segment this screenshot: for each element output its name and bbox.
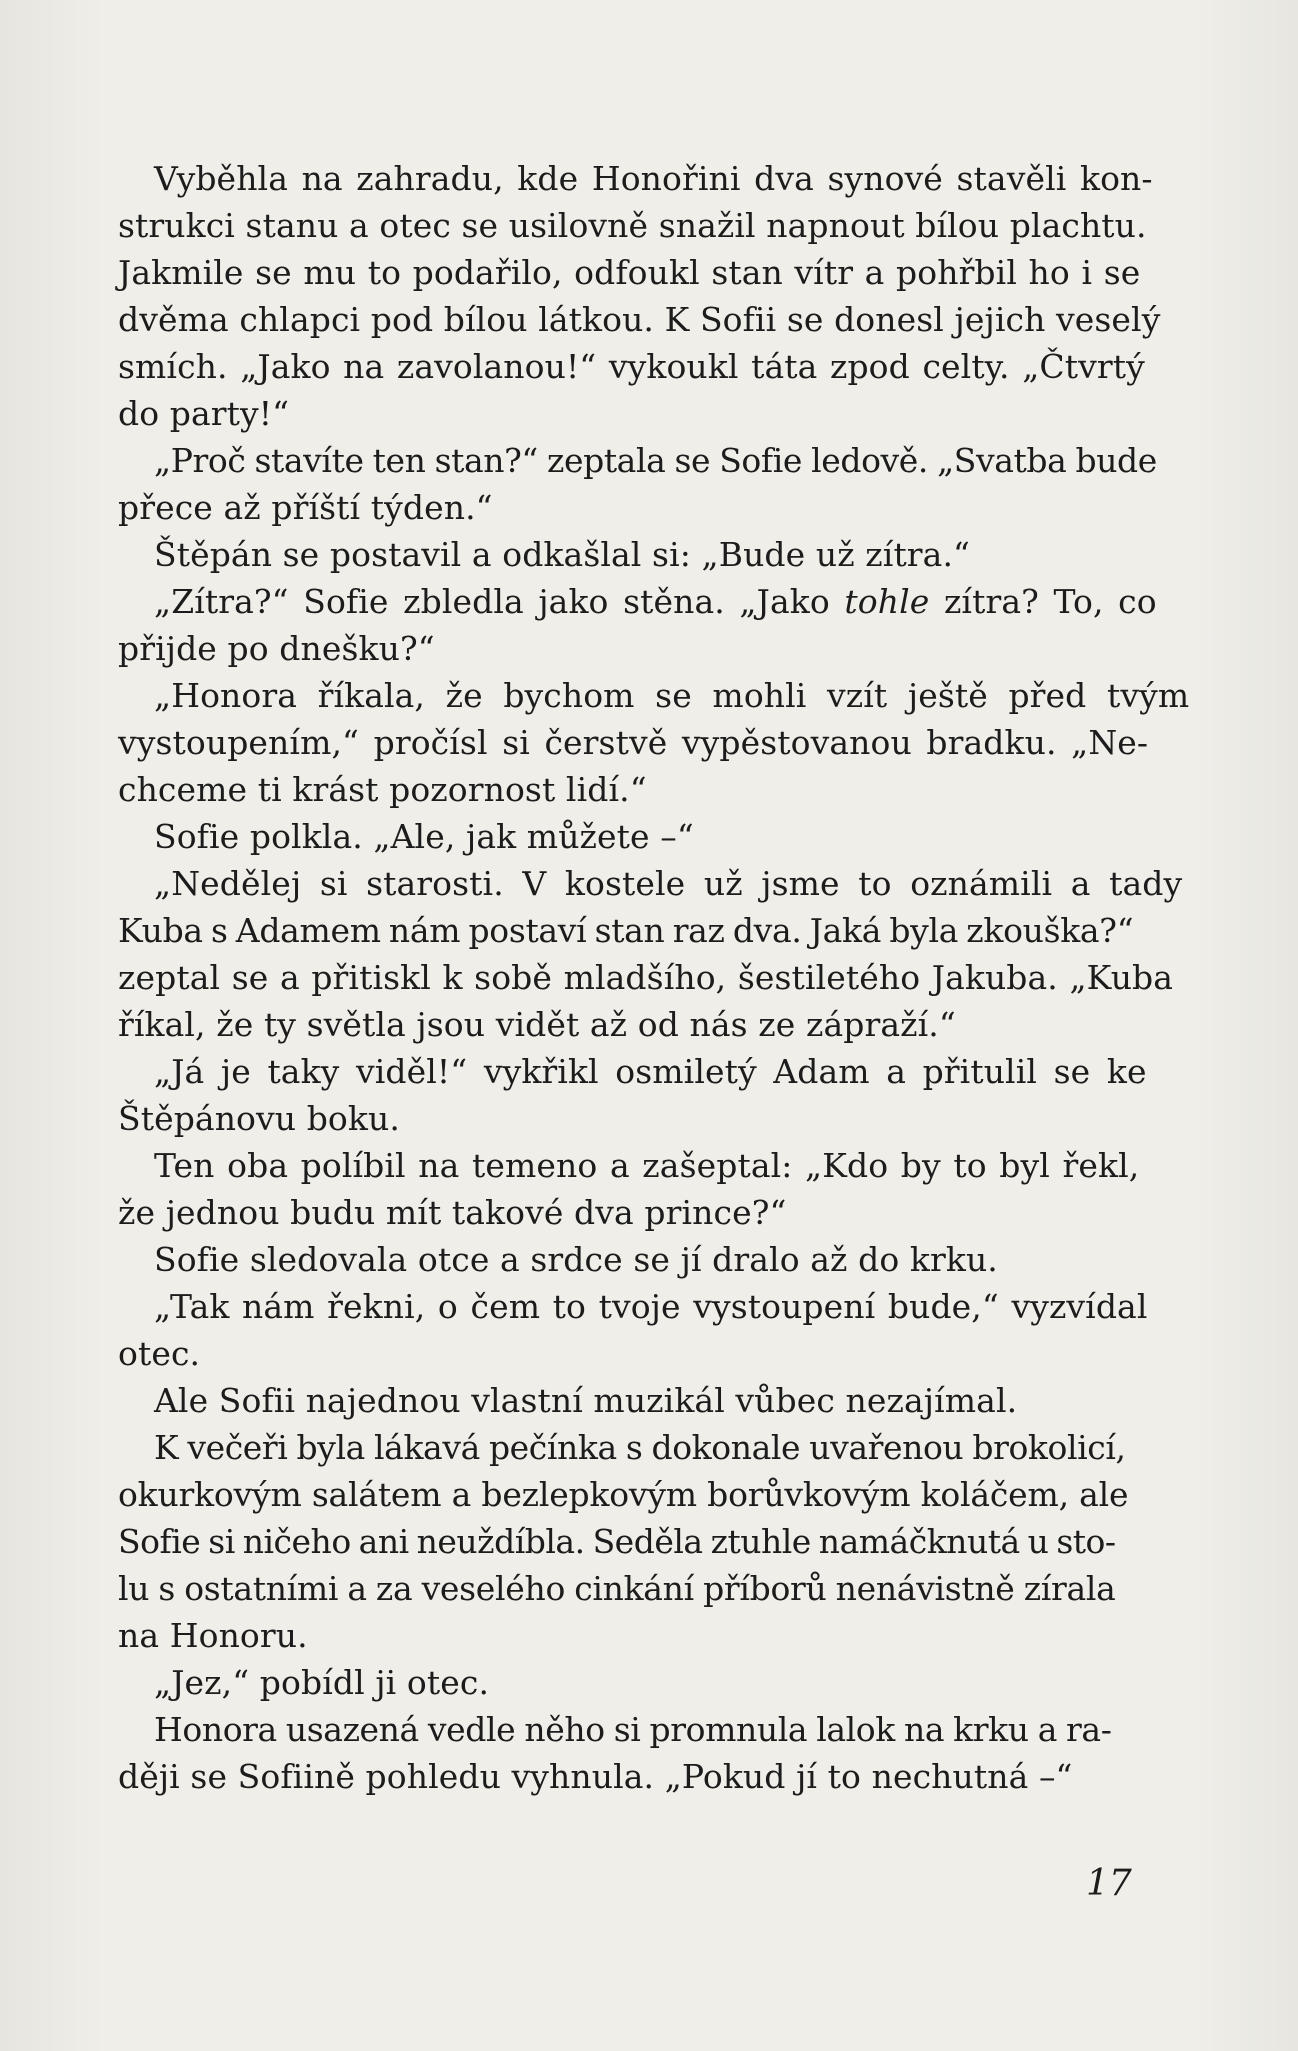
text-line: „Honora říkala, že bychom se mohli vzít ještě před tvým <box>154 676 1190 715</box>
text-line: Sofie sledovala otce a srdce se jí dralo až do krku. <box>154 1240 998 1279</box>
text-line: Štěpánovu boku. <box>118 1099 400 1138</box>
text-line: zeptal se a přitiskl k sobě mladšího, šestiletého Jakuba. „Kuba <box>118 958 1174 997</box>
text-line: strukci stanu a otec se usilovně snažil napnout bílou plachtu. <box>118 206 1147 245</box>
text-line: Jakmile se mu to podařilo, odfoukl stan vítr a pohřbil ho i se <box>118 253 1141 292</box>
text-line: dvěma chlapci pod bílou látkou. K Sofii se donesl jejich veselý <box>118 300 1161 339</box>
text-line: smích. „Jako na zavolanou!“ vykoukl táta zpod celty. „Čtvrtý <box>118 347 1145 386</box>
text-line: „Nedělej si starosti. V kostele už jsme to oznámili a tady <box>154 864 1183 903</box>
text-line: říkal, že ty světla jsou vidět až od nás ze zápraží.“ <box>118 1005 956 1044</box>
text-line: že jednou budu mít takové dva prince?“ <box>118 1193 787 1232</box>
text-line: Sofie si ničeho ani neuždíbla. Seděla ztuhle namáčknutá u sto- <box>118 1522 1116 1561</box>
text-line: přijde po dnešku?“ <box>118 629 435 668</box>
text-line: lu s ostatními a za veselého cinkání příborů nenávistně zírala <box>118 1569 1116 1608</box>
page-number: 17 <box>1086 1863 1132 1904</box>
text-line: K večeři byla lákavá pečínka s dokonale uvařenou brokolicí, <box>154 1428 1126 1467</box>
text-segment: „Zítra?“ Sofie zbledla jako stěna. „Jako <box>154 582 845 621</box>
text-line: Kuba s Adamem nám postaví stan raz dva. Jaká byla zkouška?“ <box>118 911 1134 950</box>
text-line: Sofie polkla. „Ale, jak můžete –“ <box>154 817 694 856</box>
text-line: do party!“ <box>118 394 290 433</box>
text-line: otec. <box>118 1334 201 1373</box>
text-line: přece až příští týden.“ <box>118 488 493 527</box>
text-line: „Já je taky viděl!“ vykřikl osmiletý Adam a přitulil se ke <box>154 1052 1147 1091</box>
italic-word: tohle <box>844 582 930 621</box>
text-line: „Jez,“ pobídl ji otec. <box>154 1663 490 1702</box>
text-line: ději se Sofiině pohledu vyhnula. „Pokud jí to nechutná –“ <box>118 1757 1073 1796</box>
text-segment: zítra? To, co <box>929 582 1157 621</box>
text-line: na Honoru. <box>118 1616 308 1655</box>
text-line: Honora usazená vedle něho si promnula lalok na krku a ra- <box>154 1710 1112 1749</box>
text-line: okurkovým salátem a bezlepkovým borůvkovým koláčem, ale <box>118 1475 1129 1514</box>
text-line: Ten oba políbil na temeno a zašeptal: „Kdo by to byl řekl, <box>154 1146 1140 1185</box>
text-line: „Proč stavíte ten stan?“ zeptala se Sofie ledově. „Svatba bude <box>154 441 1157 480</box>
text-line: Ale Sofii najednou vlastní muzikál vůbec nezajímal. <box>154 1381 1018 1420</box>
text-line <box>154 578 1157 625</box>
text-line: chceme ti krást pozornost lidí.“ <box>118 770 647 809</box>
text-line: Vyběhla na zahradu, kde Honořini dva synové stavěli kon- <box>154 159 1153 198</box>
text-line: Štěpán se postavil a odkašlal si: „Bude už zítra.“ <box>154 535 971 574</box>
text-line: „Tak nám řekni, o čem to tvoje vystoupení bude,“ vyzvídal <box>154 1287 1148 1326</box>
text-line: vystoupením,“ pročísl si čerstvě vypěstovanou bradku. „Ne- <box>118 723 1149 762</box>
